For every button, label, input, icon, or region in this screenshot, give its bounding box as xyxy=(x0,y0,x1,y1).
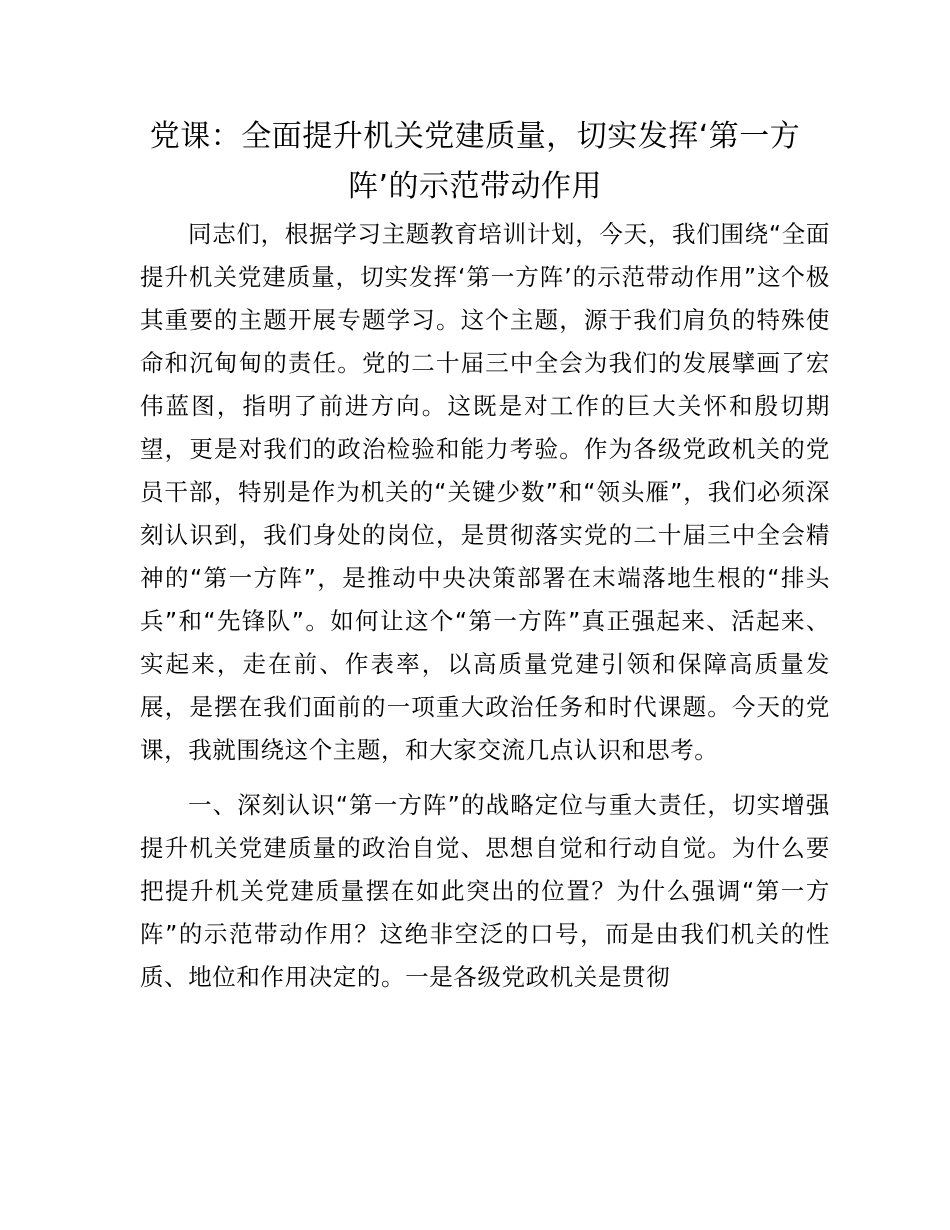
paragraph-section-one: 一、深刻认识“第一方阵”的战略定位与重大责任，切实增强提升机关党建质量的政治自觉、思想自觉和行动自觉。为什么要把提升机关党建质量摆在如此突出的位置？为什么强调“第一方阵”的示范带动作用？这绝非空泛的口号，而是由我们机关的性质、地位和作用决定的。一是各级党政机关是贯彻 xyxy=(140,791,830,991)
document-body xyxy=(140,213,830,1011)
document-title: 党课：全面提升机关党建质量，切实发挥‘第一方阵’的示范带动作用 xyxy=(149,119,801,204)
paragraph-intro: 同志们，根据学习主题教育培训计划，今天，我们围绕“全面提升机关党建质量，切实发挥‘第一方阵’的示范带动作用”这个极其重要的主题开展专题学习。这个主题，源于我们肩负的特殊使命和沉甸甸的责任。党的二十届三中全会为我们的发展擘画了宏伟蓝图，指明了前进方向。这既是对工作的巨大关怀和殷切期望，更是对我们的政治检验和能力考验。作为各级党政机关的党员干部，特别是作为机关的“关键少数”和“领头雁”，我们必须深刻认识到，我们身处的岗位，是贯彻落实党的二十届三中全会精神的“第一方阵”，是推动中央决策部署在末端落地生根的“排头兵”和“先锋队”。如何让这个“第一方阵”真正强起来、活起来、实起来，走在前、作表率，以高质量党建引领和保障高质量发展，是摆在我们面前的一项重大政治任务和时代课题。今天的党课，我就围绕这个主题，和大家交流几点认识和思考。 xyxy=(140,220,830,764)
